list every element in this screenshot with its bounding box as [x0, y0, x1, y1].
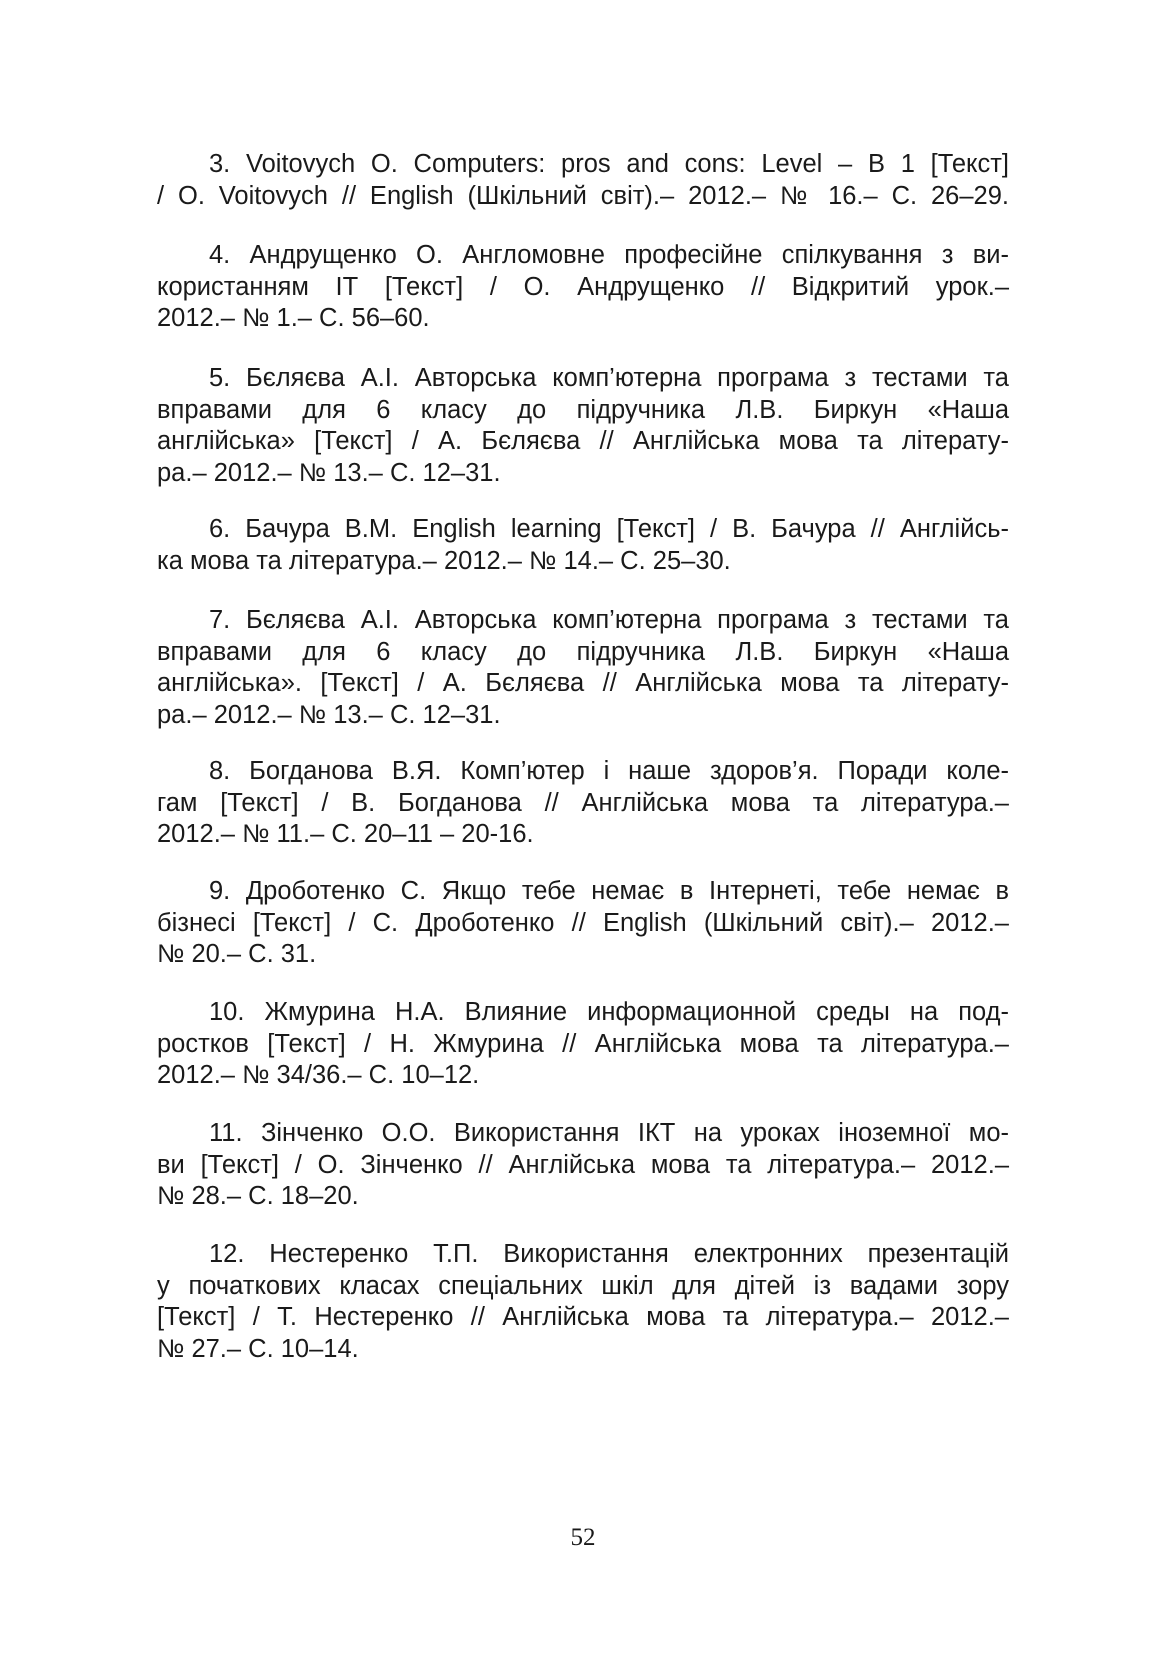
- bibliography-entry-6: [157, 514, 1009, 577]
- entry-line: 11. Зінченко О.О. Використання ІКТ на уроках іноземної мо-: [209, 1119, 1009, 1147]
- entry-line: 2012.– № 11.– С. 20–11 – 20-16.: [157, 820, 534, 849]
- bibliography-entry-7: [157, 605, 1009, 732]
- bibliography-entry-11: [157, 1118, 1009, 1213]
- entry-line: № 20.– С. 31.: [157, 940, 317, 969]
- entry-line: ра.– 2012.– № 13.– С. 12–31.: [157, 459, 501, 488]
- entry-line: англійська». [Текст] / А. Бєляєва // Англійська мова та літерату-: [157, 669, 1009, 698]
- entry-line: 10. Жмурина Н.А. Влияние информационной среды на под-: [209, 998, 1009, 1026]
- entry-line: № 28.– С. 18–20.: [157, 1182, 359, 1211]
- entry-line: [Текст] / Т. Нестеренко // Англійська мова та література.– 2012.–: [157, 1303, 1009, 1332]
- entry-line: 3. Voitovych O. Computers: pros and cons: Level – B 1 [Текст]: [209, 150, 1009, 178]
- entry-line: 6. Бачура В.М. English learning [Текст] / В. Бачура // Англійсь-: [209, 515, 1009, 543]
- entry-line: у початкових класах спеціальних шкіл для дітей із вадами зору: [157, 1271, 1009, 1300]
- entry-line: 5. Бєляєва А.І. Авторська комп’ютерна програма з тестами та: [209, 364, 1009, 392]
- entry-line: ростков [Текст] / Н. Жмурина // Англійська мова та література.–: [157, 1029, 1009, 1058]
- bibliography-entry-8: [157, 756, 1009, 851]
- entry-line: користанням ІТ [Текст] / О. Андрущенко // Відкритий урок.–: [157, 272, 1009, 301]
- bibliography-entry-4: [157, 240, 1009, 335]
- entry-line: 2012.– № 1.– С. 56–60.: [157, 304, 430, 333]
- entry-line: № 27.– С. 10–14.: [157, 1335, 359, 1364]
- entry-line: ра.– 2012.– № 13.– С. 12–31.: [157, 701, 501, 730]
- entry-line: бізнесі [Текст] / С. Дроботенко // English (Шкільний світ).– 2012.–: [157, 908, 1009, 937]
- entry-line: 12. Нестеренко Т.П. Використання електронних презентацій: [209, 1240, 1009, 1268]
- entry-line: 9. Дроботенко С. Якщо тебе немає в Інтернеті, тебе немає в: [209, 877, 1009, 905]
- entry-line: / O. Voitovych // English (Шкільний світ).– 2012.– № 16.– С. 26–29.: [157, 181, 1009, 210]
- entry-line: 2012.– № 34/36.– С. 10–12.: [157, 1061, 480, 1090]
- bibliography-entry-10: [157, 997, 1009, 1092]
- entry-line: 4. Андрущенко О. Англомовне професійне спілкування з ви-: [209, 241, 1009, 269]
- bibliography-entry-5: [157, 363, 1009, 490]
- page-number: 52: [570, 1524, 596, 1551]
- entry-line: англійська» [Текст] / А. Бєляєва // Англійська мова та літерату-: [157, 427, 1009, 456]
- entry-line: вправами для 6 класу до підручника Л.В. Биркун «Наша: [157, 637, 1009, 666]
- entry-line: 7. Бєляєва А.І. Авторська комп’ютерна програма з тестами та: [209, 606, 1009, 634]
- entry-line: 8. Богданова В.Я. Комп’ютер і наше здоров’я. Поради коле-: [209, 757, 1009, 785]
- entry-line: ви [Текст] / О. Зінченко // Англійська мова та література.– 2012.–: [157, 1150, 1009, 1179]
- entry-line: вправами для 6 класу до підручника Л.В. Биркун «Наша: [157, 395, 1009, 424]
- bibliography-entry-12: [157, 1239, 1009, 1366]
- entry-line: гам [Текст] / В. Богданова // Англійська мова та література.–: [157, 788, 1009, 817]
- entry-line: ка мова та література.– 2012.– № 14.– С. 25–30.: [157, 546, 731, 575]
- bibliography-entry-3: [157, 149, 1009, 212]
- bibliography-entry-9: [157, 876, 1009, 971]
